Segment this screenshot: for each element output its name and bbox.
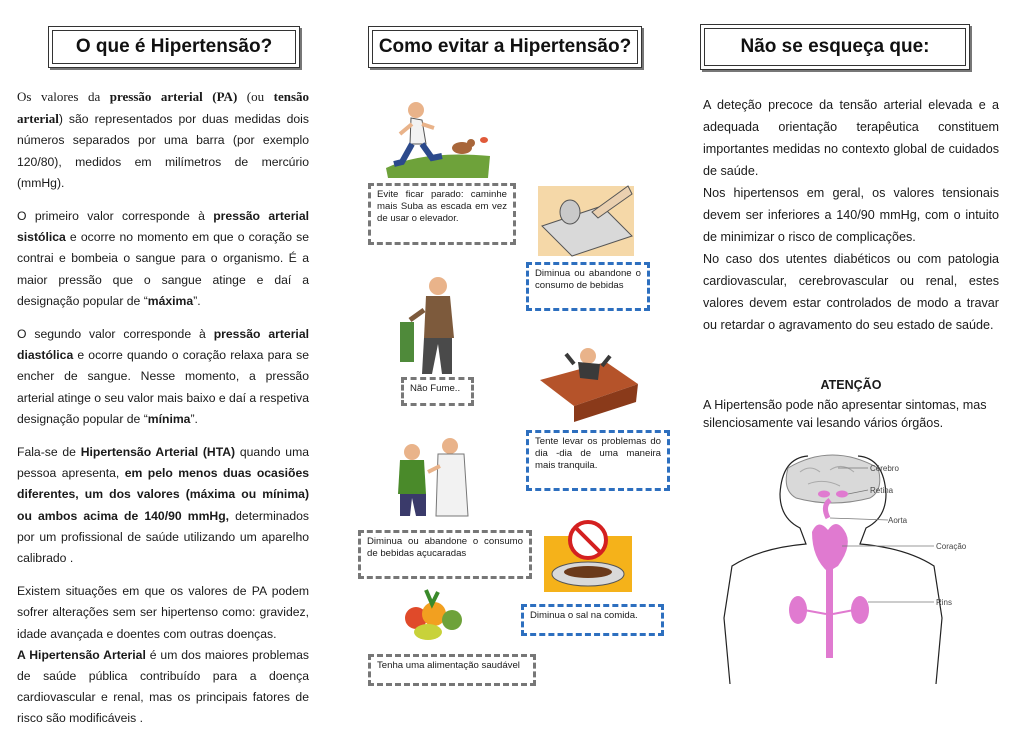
section-title-remember: Não se esqueça que: (740, 36, 930, 57)
tip-alcohol: Diminua ou abandone o consumo de bebidas (526, 262, 650, 311)
paragraph-hta-definition: Fala-se de Hipertensão Arterial (HTA) quando uma pessoa apresenta, em pelo menos duas ocasiões diferentes, um dos valores (máxima ou mínima) ou ambos acima de 140/90 mmHg, determinados por um profissional de saúde utilizando um aparelho calibrado . (17, 445, 310, 566)
tip-healthy-food: Tenha uma alimentação saudável (368, 654, 536, 686)
label-aorta: Aorta (888, 516, 908, 525)
alcohol-illustration (532, 176, 640, 260)
no-salt-illustration (540, 514, 636, 594)
attention-text: A Hipertensão pode não apresentar sintomas, mas silenciosamente vai lesando vários órgãos. (703, 398, 987, 430)
healthy-food-illustration (398, 584, 470, 644)
section-title-how-to-avoid: Como evitar a Hipertensão? (378, 36, 632, 57)
tip-stress: Tente levar os problemas do dia -dia de uma maneira mais tranquila. (526, 430, 670, 491)
remember-text (703, 94, 999, 336)
paragraph-early-detection: A deteção precoce da tensão arterial elevada e a adequada orientação terapêutica constituem importantes medidas no contexto global de cuidados de saúde. (703, 98, 999, 178)
paragraph-situations: Existem situações em que os valores de PA podem sofrer alterações sem ser hipertenso como: gravidez, idade avançada e doentes com outras doenças. (17, 584, 309, 641)
section-title-what-is: O que é Hipertensão? (75, 36, 273, 57)
paragraph-values-target: Nos hipertensos em geral, os valores tensionais devem ser inferiores a 140/90 mmHg, com o intuito de minimizar o risco de complicações. (703, 186, 999, 244)
tip-sugary-drinks: Diminua ou abandone o consumo de bebidas açucaradas (358, 530, 532, 579)
paragraph-diabetics: No caso dos utentes diabéticos ou com patologia cardiovascular, cerebrovascular ou renal, estes valores devem estar controlados de modo a travar ou retardar o agravamento do seu estado de saúde. (703, 252, 999, 332)
label-kidneys: Rins (936, 598, 953, 607)
title-box-how-to-avoid (368, 26, 642, 68)
runner-illustration (384, 98, 492, 180)
title-box-remember (700, 24, 970, 70)
what-is-text (17, 86, 309, 742)
doctor-consult-illustration (388, 432, 478, 518)
label-brain: Cérebro (870, 464, 899, 473)
paragraph-public-health: A Hipertensão Arterial é um dos maiores problemas de saúde pública contribuído para a doença cardiovascular e renal, mas os principais fatores de risco são modificáveis . (17, 647, 309, 726)
title-box-what-is (48, 26, 300, 68)
tip-salt: Diminua o sal na comida. (521, 604, 664, 636)
paragraph-pa-values: Os valores da pressão arterial (PA) (ou tensão arterial) são representados por duas medidas dois números separados por uma barra (por exemplo 120/80), medidos em milímetros de mercúrio (mmHg). (17, 89, 309, 190)
relaxing-illustration (536, 340, 640, 424)
no-smoking-illustration (394, 274, 470, 378)
organ-damage-diagram (720, 448, 1010, 688)
attention-title: ATENÇÃO (820, 378, 882, 392)
title-box-inner (52, 30, 296, 64)
tip-exercise: Evite ficar parado: caminhe mais Suba as escada em vez de usar o elevador. (368, 183, 516, 245)
label-retina: Retina (870, 486, 894, 495)
title-box-inner (372, 30, 638, 64)
title-box-inner (704, 28, 966, 66)
tip-smoking: Não Fume.. (401, 377, 474, 406)
label-heart: Coração (936, 542, 967, 551)
paragraph-systolic: O primeiro valor corresponde à pressão arterial sistólica e ocorre no momento em que o coração se contrai e bombeia o sangue para o organismo. É a maior pressão que o sangue atinge e daí a designação popular de “máxima”. (17, 209, 309, 308)
paragraph-diastolic: O segundo valor corresponde à pressão arterial diastólica e ocorre quando o coração relaxa para se encher de sangue. Nesse momento, a pressão arterial atinge o seu valor mais baixo e daí a respetiva designação popular de “mínima”. (17, 327, 309, 426)
